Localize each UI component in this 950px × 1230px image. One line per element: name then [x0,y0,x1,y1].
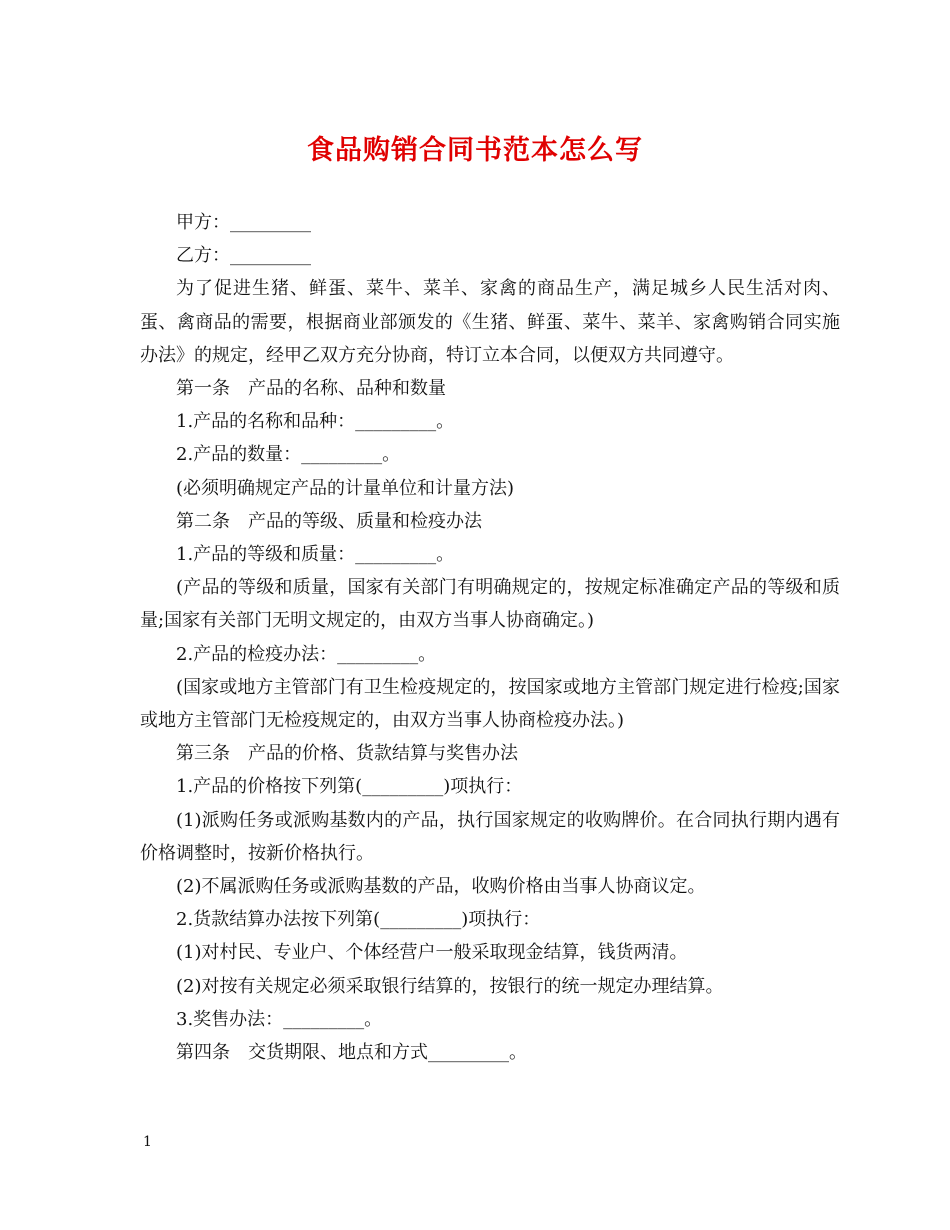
party-a-line: 甲方：_________ [176,212,311,233]
article-2-note-2: (国家或地方主管部门有卫生检疫规定的，按国家或地方主管部门规定进行检疫;国家或地方主管部门无检疫规定的，由双方当事人协商检疫办法。) [140,676,840,732]
article-2-item-2: 2.产品的检疫办法：_________。 [176,643,437,665]
article-2-note-1: (产品的等级和质量，国家有关部门有明确规定的，按规定标准确定产品的等级和质量;国家有关部门无明文规定的，由双方当事人协商确定。) [140,577,840,632]
preamble-paragraph: 为了促进生猪、鲜蛋、菜牛、菜羊、家禽的商品生产，满足城乡人民生活对肉、蛋、禽商品的需要，根据商业部颁发的《生猪、鲜蛋、菜牛、菜羊、家禽购销合同实施办法》的规定，经甲乙双方充分协商，特订立本合同，以便双方共同遵守。 [140,278,840,366]
article-3-item-3: 3.奖售办法：_________。 [176,1008,383,1030]
article-3-heading: 第三条 产品的价格、货款结算与奖售办法 [176,743,518,765]
article-2-item-1: 1.产品的等级和质量：_________。 [176,544,455,566]
article-3-item-2-option-1: (1)对村民、专业户、个体经营户一般采取现金结算，钱货两清。 [176,942,688,964]
article-3-item-1-option-2: (2)不属派购任务或派购基数的产品，收购价格由当事人协商议定。 [176,876,706,898]
article-1-item-2: 2.产品的数量：_________。 [176,444,401,466]
article-1-heading: 第一条 产品的名称、品种和数量 [176,378,446,400]
article-2-heading: 第二条 产品的等级、质量和检疫办法 [176,510,482,532]
article-1-note: (必须明确规定产品的计量单位和计量方法) [176,477,515,499]
article-4-heading: 第四条 交货期限、地点和方式_________。 [176,1042,527,1064]
article-1-item-1: 1.产品的名称和品种：_________。 [176,411,455,433]
article-3-item-1: 1.产品的价格按下列第(_________)项执行： [176,776,523,798]
article-3-item-2: 2.货款结算办法按下列第(_________)项执行： [176,909,541,931]
document-title: 食品购销合同书范本怎么写 [307,135,643,166]
page-number: 1 [143,1134,152,1150]
document-body [140,206,840,1069]
article-3-item-2-option-2: (2)对按有关规定必须采取银行结算的，按银行的统一规定办理结算。 [176,975,724,997]
party-b-line: 乙方：_________ [176,245,311,267]
article-3-item-1-option-1: (1)派购任务或派购基数内的产品，执行国家规定的收购牌价。在合同执行期内遇有价格调整时，按新价格执行。 [140,809,840,864]
